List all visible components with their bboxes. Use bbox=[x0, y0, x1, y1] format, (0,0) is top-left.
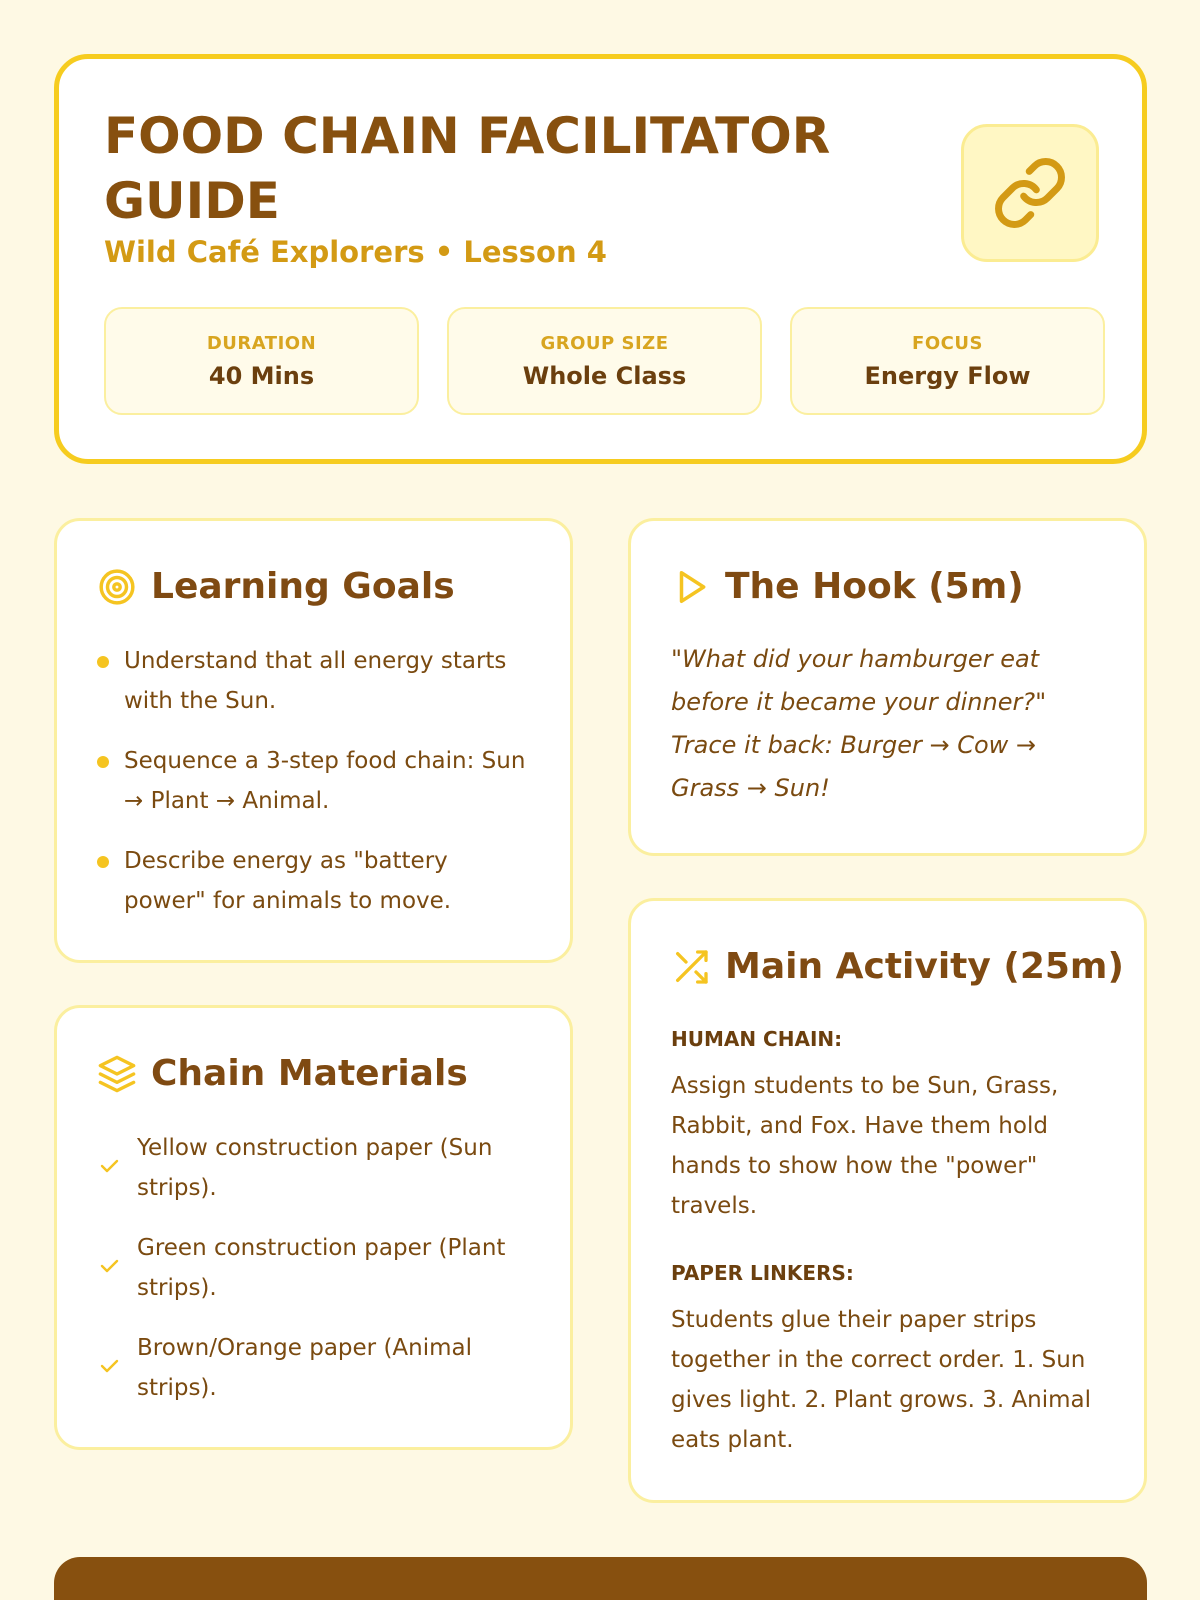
section-text: Assign students to be Sun, Grass, Rabbit, and Fox. Have them hold hands to show how the "power" travels. bbox=[671, 1073, 1059, 1219]
list-item-text: Describe energy as "battery power" for animals to move. bbox=[124, 848, 452, 914]
check-icon bbox=[97, 1254, 121, 1278]
list-item bbox=[97, 741, 527, 821]
play-icon bbox=[671, 567, 711, 607]
section-heading: PAPER LINKERS: bbox=[671, 1261, 854, 1285]
bullet-dot-icon bbox=[97, 656, 109, 668]
stat-label: DURATION bbox=[206, 333, 317, 354]
list-item-text: Understand that all energy starts with the Sun. bbox=[124, 648, 507, 714]
stat-focus bbox=[790, 307, 1105, 415]
stat-value: Whole Class bbox=[522, 362, 687, 390]
list-item bbox=[97, 841, 527, 921]
list-item-text: Sequence a 3-step food chain: Sun → Plant → Animal. bbox=[124, 748, 526, 814]
page-subtitle: Wild Café Explorers • Lesson 4 bbox=[104, 235, 607, 269]
target-icon bbox=[97, 567, 137, 607]
list-item-text: Green construction paper (Plant strips). bbox=[137, 1235, 506, 1301]
card-heading bbox=[671, 946, 1124, 987]
list-item bbox=[97, 1328, 537, 1408]
stat-value: 40 Mins bbox=[208, 362, 315, 390]
list-item-text: Brown/Orange paper (Animal strips). bbox=[137, 1335, 473, 1401]
card-heading bbox=[671, 566, 1024, 607]
card-title: Learning Goals bbox=[151, 566, 455, 607]
chain-materials-card bbox=[54, 1005, 573, 1450]
stat-group-size bbox=[447, 307, 762, 415]
section-heading: HUMAN CHAIN: bbox=[671, 1027, 843, 1051]
header-card bbox=[54, 54, 1147, 464]
card-heading bbox=[97, 1053, 468, 1094]
stat-label: FOCUS bbox=[912, 333, 983, 354]
bullet-dot-icon bbox=[97, 756, 109, 768]
hook-quote: "What did your hamburger eat before it became your dinner?" Trace it back: Burger → Cow → Grass → Sun! bbox=[671, 645, 1047, 802]
footer-bar bbox=[54, 1557, 1147, 1600]
card-title: Chain Materials bbox=[151, 1053, 468, 1094]
list-item-text: Yellow construction paper (Sun strips). bbox=[137, 1135, 493, 1201]
stat-value: Energy Flow bbox=[864, 362, 1031, 390]
shuffle-icon bbox=[671, 947, 711, 987]
stat-label: GROUP SIZE bbox=[540, 333, 669, 354]
page-title: FOOD CHAIN FACILITATOR GUIDE bbox=[104, 107, 831, 230]
card-title: The Hook (5m) bbox=[725, 566, 1024, 607]
layers-icon bbox=[97, 1054, 137, 1094]
list-item bbox=[97, 1228, 537, 1308]
bullet-dot-icon bbox=[97, 856, 109, 868]
list-item bbox=[97, 1128, 537, 1208]
check-icon bbox=[97, 1354, 121, 1378]
check-icon bbox=[97, 1154, 121, 1178]
link-icon bbox=[992, 155, 1068, 231]
card-title: Main Activity (25m) bbox=[725, 946, 1124, 987]
section-text: Students glue their paper strips together in the correct order. 1. Sun gives light. 2. Plant grows. 3. Animal eats plant. bbox=[671, 1307, 1092, 1453]
hook-card bbox=[628, 518, 1147, 856]
card-heading bbox=[97, 566, 455, 607]
learning-goals-card bbox=[54, 518, 573, 963]
list-item bbox=[97, 641, 527, 721]
main-activity-card bbox=[628, 898, 1147, 1503]
link-icon-box bbox=[961, 124, 1099, 262]
stat-duration bbox=[104, 307, 419, 415]
